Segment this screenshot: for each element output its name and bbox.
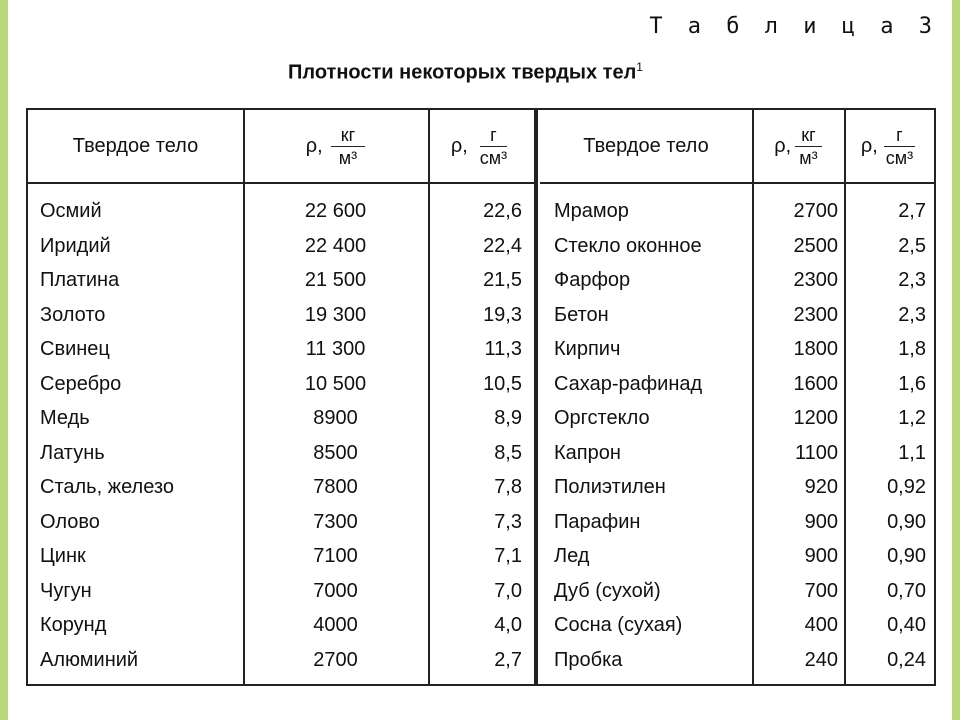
right-header-rho-g-num: г: [884, 124, 915, 147]
cell-density-kg: 7100: [313, 545, 358, 567]
cell-density-g: 0,40: [887, 614, 926, 636]
cell-density-g: 2,7: [898, 200, 926, 222]
right-header-rho-kg-num: кг: [795, 124, 821, 147]
right-border-strip: [952, 0, 960, 720]
left-header-rho-g-prefix: ρ,: [450, 134, 468, 157]
table-row: [540, 507, 934, 542]
cell-density-kg: 900: [804, 510, 838, 533]
cell-density-g: 22,4: [483, 234, 522, 257]
table-row: [540, 438, 934, 473]
cell-density-kg: 920: [804, 476, 838, 498]
left-border-strip: [0, 0, 8, 720]
cell-density-kg: 7300: [313, 510, 358, 533]
table-row: [540, 403, 934, 438]
cell-density-kg: 2700: [793, 200, 838, 222]
cell-density-kg: 8500: [313, 441, 358, 464]
cell-density-kg: 1800: [793, 338, 838, 360]
table-row: [28, 645, 534, 680]
cell-name: Олово: [40, 510, 100, 533]
table-row: [540, 576, 934, 611]
cell-name: Чугун: [40, 579, 92, 602]
cell-density-g: 7,1: [494, 545, 522, 567]
table-number-label: Т а б л и ц а 3: [649, 14, 938, 39]
table-row: [28, 265, 534, 300]
table-title-text: Плотности некоторых твердых тел: [288, 61, 637, 84]
cell-density-g: 2,7: [494, 648, 522, 671]
cell-density-kg: 11 300: [305, 338, 366, 360]
right-header-name-text: Твердое тело: [583, 134, 709, 157]
table-row: [28, 300, 534, 335]
right-header-rho-g-prefix: ρ,: [860, 134, 878, 157]
table-row: [28, 507, 534, 542]
table-row: [540, 334, 934, 369]
right-rows: [540, 196, 934, 679]
cell-name: Свинец: [40, 338, 110, 360]
cell-name: Корунд: [40, 614, 107, 636]
table-row: [540, 472, 934, 507]
cell-density-g: 21,5: [483, 269, 522, 291]
left-header-rho-g: [428, 110, 534, 182]
left-header-rho-kg-prefix: ρ,: [305, 134, 323, 157]
cell-name: Золото: [40, 303, 106, 326]
cell-density-kg: 900: [804, 545, 838, 567]
cell-name: Мрамор: [554, 200, 629, 222]
left-rows: [28, 196, 534, 679]
table-row: [540, 645, 934, 680]
cell-density-kg: 400: [804, 614, 838, 636]
cell-density-kg: 7000: [313, 579, 358, 602]
cell-name: Цинк: [40, 545, 86, 567]
cell-density-g: 8,5: [494, 441, 522, 464]
cell-density-kg: 240: [804, 648, 838, 671]
table-title: [288, 60, 643, 85]
cell-density-kg: 19 300: [304, 303, 367, 326]
cell-name: Пробка: [554, 648, 623, 671]
cell-density-kg: 22 400: [304, 234, 367, 257]
cell-name: Парафин: [554, 510, 641, 533]
right-header-rho-kg-den: м³: [799, 147, 818, 168]
cell-name: Капрон: [554, 441, 621, 464]
cell-density-g: 0,90: [887, 510, 926, 533]
table-row: [28, 369, 534, 404]
cell-density-kg: 2700: [313, 648, 358, 671]
cell-density-g: 22,6: [483, 200, 522, 222]
cell-density-g: 2,3: [898, 269, 926, 291]
table-row: [540, 541, 934, 576]
table-row: [540, 231, 934, 266]
cell-density-g: 2,5: [898, 234, 926, 257]
left-header-rho-kg-num: кг: [331, 124, 365, 147]
cell-density-kg: 7800: [313, 476, 358, 498]
table-row: [28, 403, 534, 438]
cell-density-g: 1,2: [898, 407, 926, 429]
cell-name: Бетон: [554, 303, 609, 326]
cell-density-kg: 22 600: [304, 200, 367, 222]
cell-density-g: 0,70: [887, 579, 926, 602]
cell-density-g: 8,9: [494, 407, 522, 429]
cell-density-g: 1,1: [898, 441, 926, 464]
table-row: [540, 369, 934, 404]
cell-name: Дуб (сухой): [554, 579, 661, 602]
right-header-rho-g: [844, 110, 934, 182]
cell-density-g: 19,3: [483, 303, 522, 326]
left-header-rho-g-den: см³: [479, 147, 508, 168]
cell-density-kg: 2500: [793, 234, 838, 257]
cell-density-kg: 1200: [793, 407, 838, 429]
cell-density-g: 7,0: [494, 579, 522, 602]
cell-name: Кирпич: [554, 338, 621, 360]
cell-name: Медь: [40, 407, 90, 429]
density-table: [26, 108, 936, 686]
title-footnote-mark: 1: [636, 60, 643, 74]
table-row: [28, 610, 534, 645]
middle-double-rule: [534, 110, 538, 684]
cell-density-kg: 1600: [793, 372, 838, 395]
cell-density-g: 2,3: [898, 303, 926, 326]
left-header-rho-kg-den: м³: [338, 147, 358, 168]
table-row: [28, 231, 534, 266]
table-row: [540, 196, 934, 231]
left-header-name: [28, 110, 243, 182]
cell-name: Иридий: [40, 234, 111, 257]
table-row: [540, 265, 934, 300]
cell-density-g: 10,5: [483, 372, 522, 395]
cell-name: Полиэтилен: [554, 476, 666, 498]
cell-density-kg: 1100: [794, 441, 838, 464]
table-right-half: [540, 110, 934, 684]
right-header-rho-kg-prefix: ρ,: [774, 134, 792, 157]
table-row: [540, 300, 934, 335]
table-row: [28, 438, 534, 473]
cell-name: Фарфор: [554, 269, 631, 291]
cell-density-kg: 2300: [793, 303, 838, 326]
cell-density-kg: 10 500: [304, 372, 367, 395]
cell-density-kg: 700: [804, 579, 838, 602]
cell-density-kg: 4000: [313, 614, 358, 636]
cell-name: Латунь: [40, 441, 105, 464]
cell-density-kg: 2300: [793, 269, 838, 291]
cell-density-g: 0,90: [887, 545, 926, 567]
cell-name: Серебро: [40, 372, 122, 395]
cell-density-g: 7,3: [494, 510, 522, 533]
right-header-name: [540, 110, 752, 182]
table-row: [28, 541, 534, 576]
cell-density-g: 11,3: [484, 338, 522, 360]
cell-density-g: 4,0: [494, 614, 522, 636]
table-row: [540, 610, 934, 645]
cell-name: Сталь, железо: [40, 476, 174, 498]
table-row: [28, 576, 534, 611]
cell-density-g: 1,8: [898, 338, 926, 360]
left-header-rho-g-num: г: [480, 124, 507, 147]
cell-density-g: 7,8: [494, 476, 522, 498]
cell-name: Осмий: [40, 200, 102, 222]
right-header-rho-kg: [752, 110, 844, 182]
cell-name: Сахар-рафинад: [554, 372, 703, 395]
cell-density-g: 0,92: [887, 476, 926, 498]
cell-name: Стекло оконное: [554, 234, 702, 257]
table-left-half: [28, 110, 534, 684]
cell-density-g: 1,6: [898, 372, 926, 395]
right-header-rho-g-den: см³: [885, 147, 914, 168]
cell-density-g: 0,24: [887, 648, 926, 671]
left-header-rho-kg: [243, 110, 428, 182]
cell-name: Лед: [554, 545, 590, 567]
cell-density-kg: 8900: [313, 407, 358, 429]
cell-name: Оргстекло: [554, 407, 650, 429]
cell-name: Платина: [40, 269, 120, 291]
cell-density-kg: 21 500: [304, 269, 367, 291]
cell-name: Алюминий: [40, 648, 139, 671]
left-header-name-text: Твердое тело: [72, 134, 199, 157]
table-row: [28, 472, 534, 507]
table-row: [28, 334, 534, 369]
cell-name: Сосна (сухая): [554, 614, 683, 636]
table-row: [28, 196, 534, 231]
